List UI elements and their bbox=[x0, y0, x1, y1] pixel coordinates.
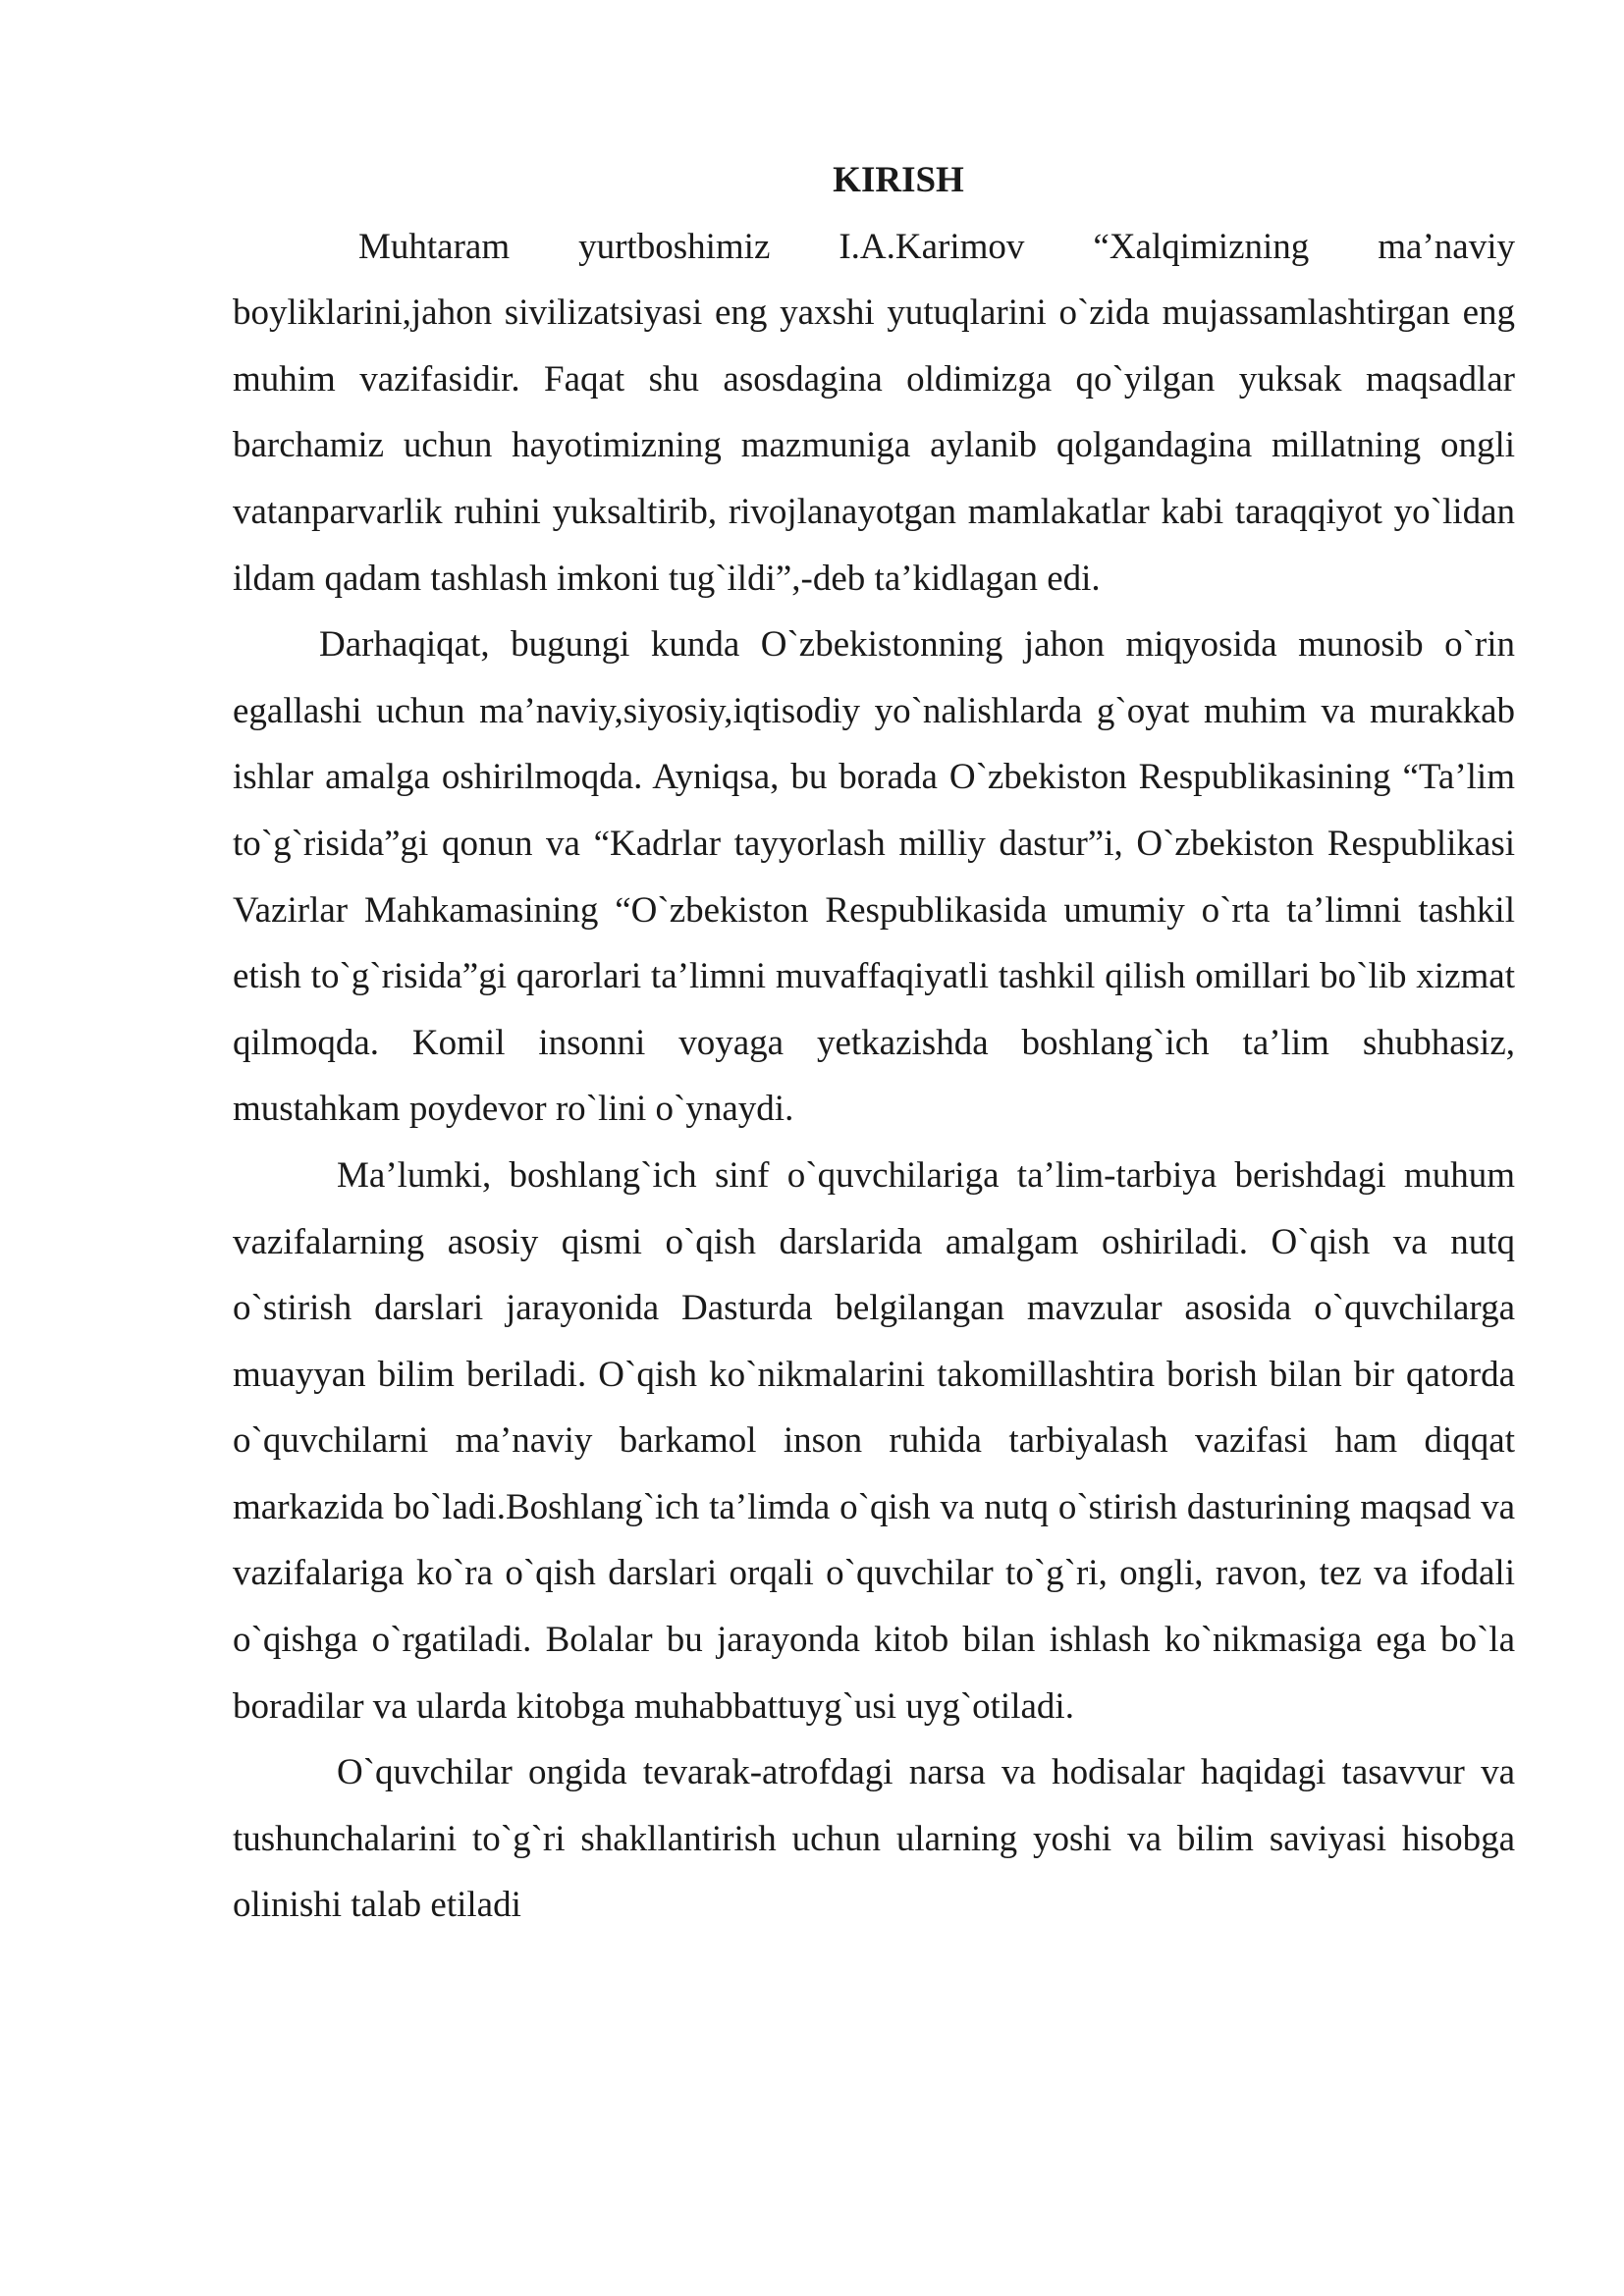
page-title: KIRISH bbox=[833, 160, 964, 200]
paragraph-4: O`quvchilar ongida tevarak-atrofdagi narsa va hodisalar haqidagi tasavvur va tushunchalarini to`g`ri shakllantirish uchun ularning yoshi va bilim saviyasi hisobga olinishi talab etiladi bbox=[233, 1752, 1515, 1926]
paragraph-2: Darhaqiqat, bugungi kunda O`zbekistonning jahon miqyosida munosib o`rin egallashi uchun ma’naviy,siyosiy,iqtisodiy yo`nalishlarda g`oyat muhim va murakkab ishlar amalga oshirilmoqda. Ayniqsa, bu borada O`zbekiston Respublikasining “Ta’lim to`g`risida”gi qonun va “Kadrlar tayyorlash milliy dastur”i, O`zbekiston Respublikasi Vazirlar Mahkamasining “O`zbekiston Respublikasida umumiy o`rta ta’limni tashkil etish to`g`risida”gi qarorlari ta’limni muvaffaqiyatli tashkil qilish omillari bo`lib xizmat qilmoqda. Komil insonni voyaga yetkazishda boshlang`ich ta’lim shubhasiz, mustahkam poydevor ro`lini o`ynaydi. bbox=[233, 624, 1515, 1130]
paragraph-1: Muhtaram yurtboshimiz I.A.Karimov “Xalqimizning ma’naviy boyliklarini,jahon sivilizatsiyasi eng yaxshi yutuqlarini o`zida mujassamlashtirgan eng muhim vazifasidir. Faqat shu asosdagina oldimizga qo`yilgan yuksak maqsadlar barchamiz uchun hayotimizning mazmuniga aylanib qolgandagina millatning ongli vatanparvarlik ruhini yuksaltirib, rivojlanayotgan mamlakatlar kabi taraqqiyot yo`lidan ildam qadam tashlash imkoni tug`ildi”,-deb ta’kidlagan edi. bbox=[233, 226, 1515, 599]
paragraph-3: Ma’lumki, boshlang`ich sinf o`quvchilariga ta’lim-tarbiya berishdagi muhum vazifalarning asosiy qismi o`qish darslarida amalgam oshiriladi. O`qish va nutq o`stirish darslari jarayonida Dasturda belgilangan mavzular asosida o`quvchilarga muayyan bilim beriladi. O`qish ko`nikmalarini takomillashtira borish bilan bir qatorda o`quvchilarni ma’naviy barkamol inson ruhida tarbiyalash vazifasi ham diqqat markazida bo`ladi.Boshlang`ich ta’limda o`qish va nutq o`stirish dasturining maqsad va vazifalariga ko`ra o`qish darslari orqali o`quvchilar to`g`ri, ongli, ravon, tez va ifodali o`qishga o`rgatiladi. Bolalar bu jarayonda kitob bilan ishlash ko`nikmasiga ega bo`la boradilar va ularda kitobga muhabbattuyg`usi uyg`otiladi. bbox=[233, 1154, 1515, 1727]
document-body bbox=[233, 147, 1515, 1939]
